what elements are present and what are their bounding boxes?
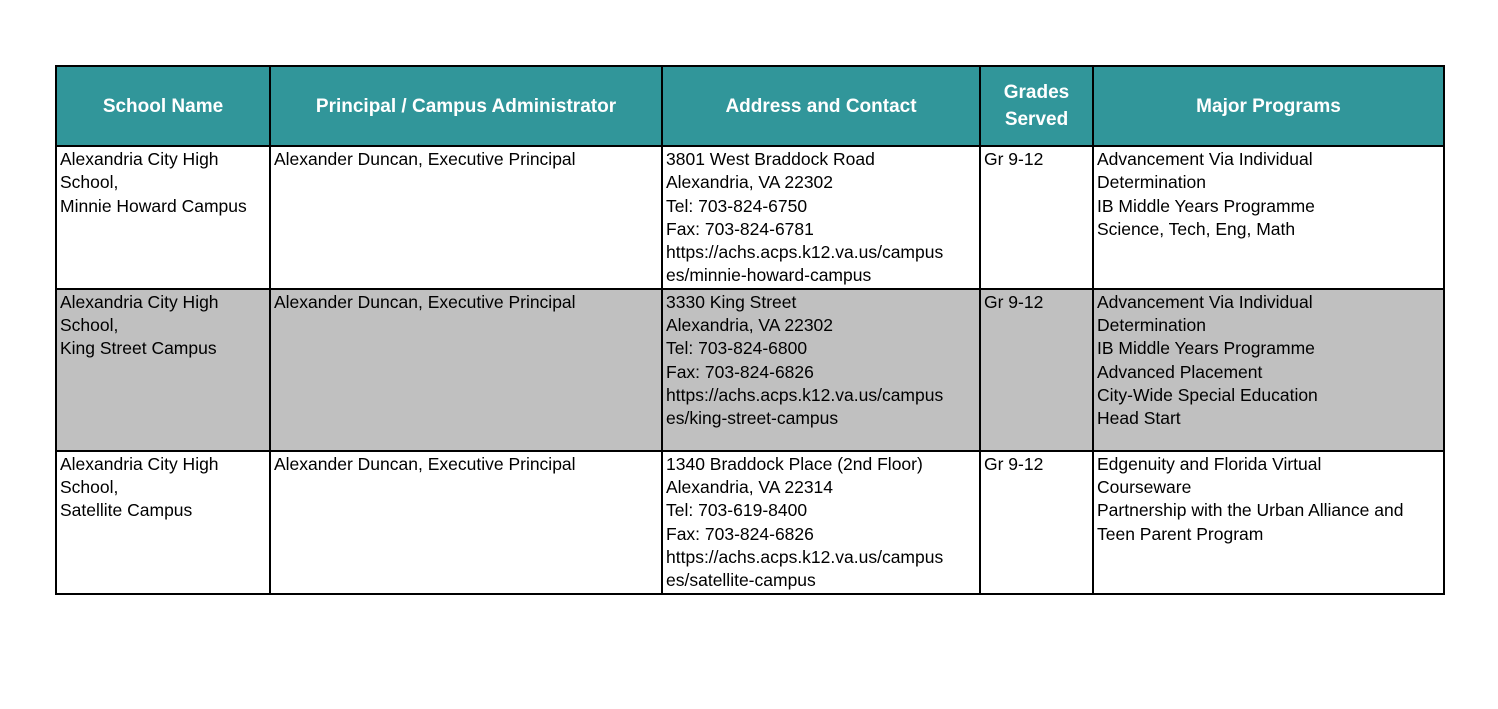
cell-major-programs-line: Partnership with the Urban Alliance and bbox=[1097, 500, 1404, 521]
cell-school-name-line: School, bbox=[60, 315, 119, 336]
cell-address-contact-line: Fax: 703-824-6826 bbox=[666, 361, 814, 382]
cell-major-programs-line: IB Middle Years Programme bbox=[1097, 195, 1315, 216]
cell-major-programs-line: Advancement Via Individual bbox=[1097, 291, 1313, 312]
cell-address-contact-line: Tel: 703-619-8400 bbox=[666, 500, 808, 521]
header-grades-served bbox=[980, 66, 1093, 146]
cell-address-contact-line: Tel: 703-824-6750 bbox=[666, 195, 808, 216]
table-header bbox=[56, 66, 1444, 146]
cell-major-programs-line: Determination bbox=[1097, 172, 1206, 193]
cell-school-name-line: Minnie Howard Campus bbox=[60, 195, 247, 216]
cell-school-name bbox=[56, 146, 270, 289]
cell-principal bbox=[270, 451, 662, 594]
cell-address-contact bbox=[662, 451, 980, 594]
cell-major-programs-line: Advancement Via Individual bbox=[1097, 149, 1313, 169]
cell-address-contact bbox=[662, 289, 980, 451]
cell-school-name-line: King Street Campus bbox=[60, 338, 217, 359]
cell-address-contact-line: Fax: 703-824-6781 bbox=[666, 218, 814, 239]
cell-address-contact-line: https://achs.acps.k12.va.us/campus bbox=[666, 546, 944, 567]
header-principal: Principal / Campus Administrator bbox=[270, 66, 662, 146]
cell-major-programs-line: Teen Parent Program bbox=[1097, 523, 1264, 544]
cell-principal bbox=[270, 146, 662, 289]
cell-school-name-line: Alexandria City High bbox=[60, 453, 219, 474]
cell-major-programs bbox=[1093, 146, 1444, 289]
cell-school-name bbox=[56, 451, 270, 594]
cell-principal-text: Alexander Duncan, Executive Principal bbox=[274, 149, 576, 169]
cell-principal-text: Alexander Duncan, Executive Principal bbox=[274, 453, 576, 474]
cell-address-contact bbox=[662, 146, 980, 289]
cell-address-contact-line: es/king-street-campus bbox=[666, 408, 839, 429]
cell-school-name-line: Satellite Campus bbox=[60, 500, 193, 521]
cell-school-name-line: Alexandria City High bbox=[60, 149, 219, 169]
cell-major-programs-line: Head Start bbox=[1097, 408, 1181, 429]
cell-address-contact-line: 3801 West Braddock Road bbox=[666, 149, 875, 169]
table-row bbox=[56, 146, 1444, 289]
schools-table bbox=[55, 65, 1445, 595]
cell-school-name-line: Alexandria City High bbox=[60, 291, 219, 312]
table-row bbox=[56, 289, 1444, 451]
cell-address-contact-line: 1340 Braddock Place (2nd Floor) bbox=[666, 453, 923, 474]
cell-address-contact-line: Alexandria, VA 22302 bbox=[666, 315, 834, 336]
cell-grades-served bbox=[980, 146, 1093, 289]
cell-major-programs-line: City-Wide Special Education bbox=[1097, 384, 1318, 405]
cell-address-contact-line: Fax: 703-824-6826 bbox=[666, 523, 814, 544]
table-body bbox=[56, 146, 1444, 594]
header-school-name: School Name bbox=[56, 66, 270, 146]
cell-major-programs-line: Advanced Placement bbox=[1097, 361, 1263, 382]
cell-grades-served-text: Gr 9-12 bbox=[984, 453, 1044, 474]
cell-principal bbox=[270, 289, 662, 451]
cell-address-contact-line: https://achs.acps.k12.va.us/campus bbox=[666, 384, 944, 405]
cell-major-programs-line: IB Middle Years Programme bbox=[1097, 338, 1315, 359]
cell-grades-served-text: Gr 9-12 bbox=[984, 149, 1044, 169]
cell-school-name-line: School, bbox=[60, 477, 119, 498]
cell-address-contact-line: Alexandria, VA 22314 bbox=[666, 477, 834, 498]
cell-grades-served bbox=[980, 289, 1093, 451]
cell-address-contact-line: es/satellite-campus bbox=[666, 570, 816, 591]
header-row bbox=[56, 66, 1444, 146]
header-grades-line: Grades Served bbox=[1003, 82, 1070, 130]
cell-grades-served bbox=[980, 451, 1093, 594]
cell-major-programs-line: Science, Tech, Eng, Math bbox=[1097, 218, 1296, 239]
cell-major-programs bbox=[1093, 289, 1444, 451]
cell-school-name-line: School, bbox=[60, 172, 119, 193]
cell-major-programs-line: Edgenuity and Florida Virtual bbox=[1097, 453, 1322, 474]
cell-school-name bbox=[56, 289, 270, 451]
cell-principal-text: Alexander Duncan, Executive Principal bbox=[274, 291, 576, 312]
cell-address-contact-line: 3330 King Street bbox=[666, 291, 797, 312]
header-address-contact: Address and Contact bbox=[662, 66, 980, 146]
cell-grades-served-text: Gr 9-12 bbox=[984, 291, 1044, 312]
cell-address-contact-line: es/minnie-howard-campus bbox=[666, 265, 872, 286]
table-row bbox=[56, 451, 1444, 594]
cell-major-programs-line: Courseware bbox=[1097, 477, 1192, 498]
cell-address-contact-line: Tel: 703-824-6800 bbox=[666, 338, 808, 359]
header-major-programs: Major Programs bbox=[1093, 66, 1444, 146]
cell-major-programs bbox=[1093, 451, 1444, 594]
cell-major-programs-line: Determination bbox=[1097, 315, 1206, 336]
cell-address-contact-line: Alexandria, VA 22302 bbox=[666, 172, 834, 193]
cell-address-contact-line: https://achs.acps.k12.va.us/campus bbox=[666, 242, 944, 263]
